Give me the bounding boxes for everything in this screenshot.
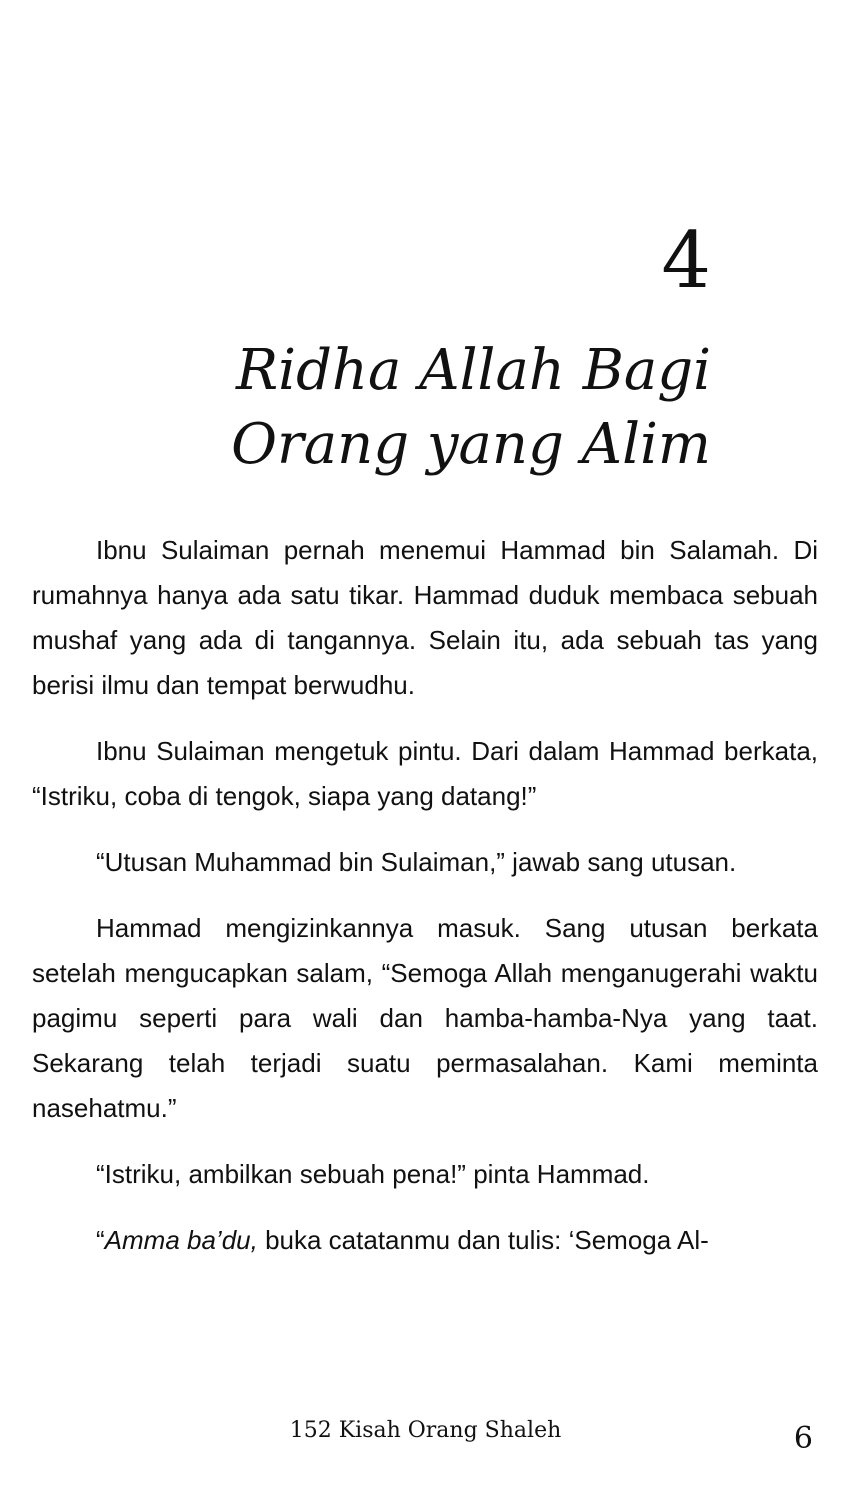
page-number: 6 [793,1421,813,1456]
paragraph-1: Ibnu Sulaiman pernah menemui Hammad bin Salamah. Di rumahnya hanya ada satu tikar. Hammad duduk membaca sebuah mushaf yang ada di tangannya. Selain itu, ada sebuah tas yang berisi ilmu dan tempat berwudhu. [32,535,818,700]
paragraph-3: “Utusan Muhammad bin Sulaiman,” jawab sang utusan. [96,847,737,877]
chapter-number: 4 [661,216,711,306]
paragraph-4: Hammad mengizinkannya masuk. Sang utusan berkata setelah mengucapkan salam, “Semoga Allah menganugerahi waktu pagimu seperti para wali dan hamba-hamba-Nya yang taat. Sekarang telah terjadi suatu permasalahan. Kami meminta nasehatmu.” [32,913,818,1123]
paragraph-5: “Istriku, ambilkan sebuah pena!” pinta Hammad. [96,1159,650,1189]
body-text [32,528,818,1284]
footer-book-title: 152 Kisah Orang Shaleh [289,1418,562,1443]
chapter-title [71,334,711,482]
paragraph-2: Ibnu Sulaiman mengetuk pintu. Dari dalam Hammad berkata, “Istriku, coba di tengok, siapa yang datang!” [32,736,818,811]
paragraph-6 [32,1218,818,1263]
italic-phrase: Amma ba’du, [104,1225,258,1255]
open-quote: “ [96,1225,105,1255]
chapter-title-line-2: Orang yang Alim [231,412,711,477]
paragraph-6-rest: buka catatanmu dan tulis: ‘Semoga Al- [257,1225,709,1255]
chapter-title-line-1: Ridha Allah Bagi [236,338,711,403]
